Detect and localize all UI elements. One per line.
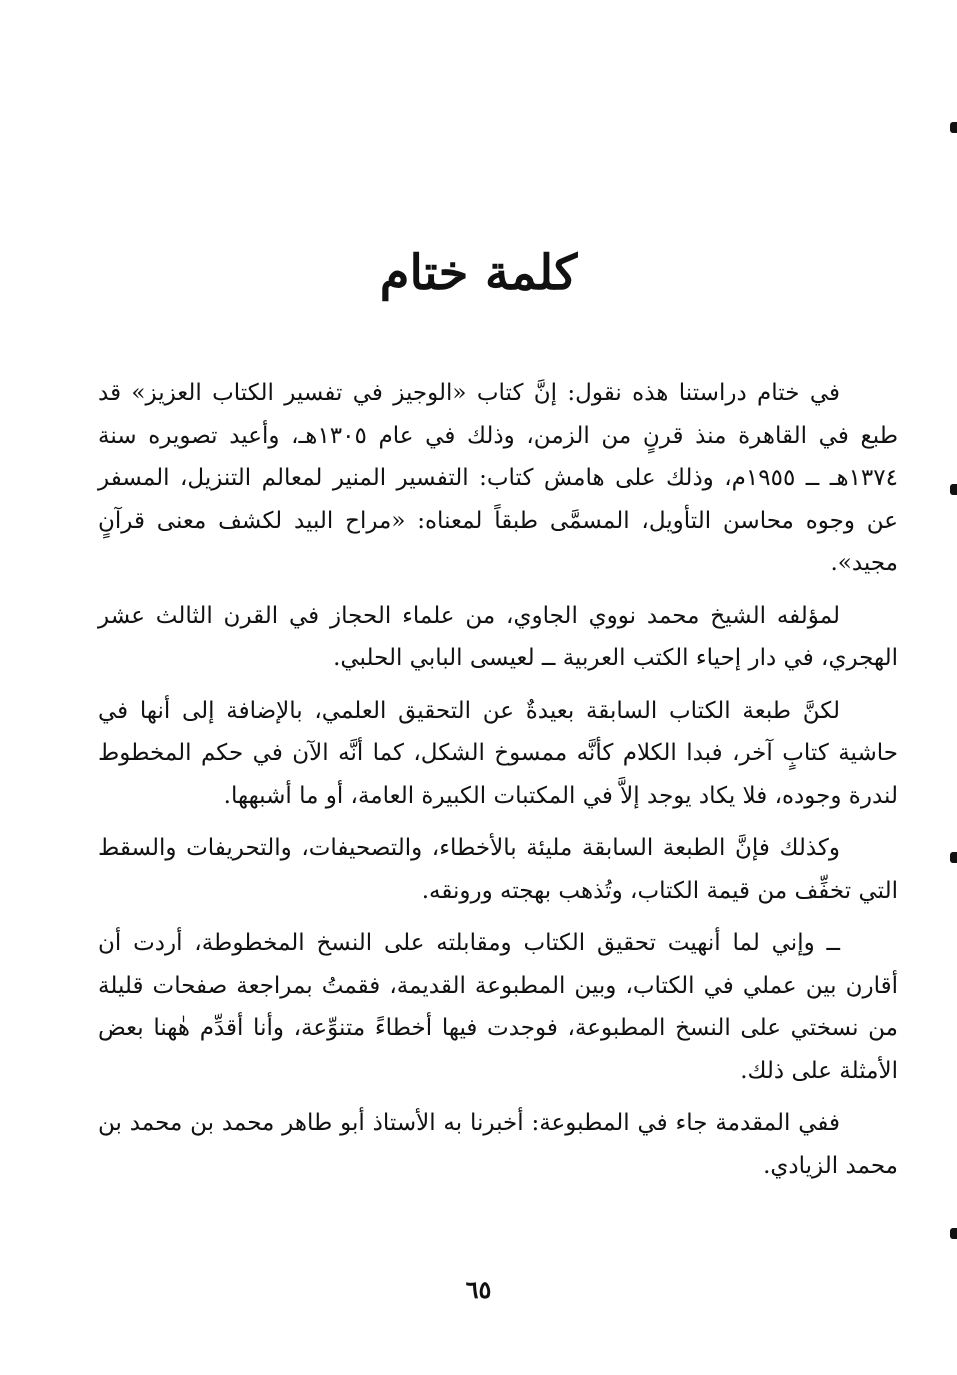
page-edge-mark	[950, 122, 957, 133]
page-edge-mark	[950, 1228, 957, 1239]
paragraph: لمؤلفه الشيخ محمد نووي الجاوي، من علماء الحجاز في القرن الثالث عشر الهجري، في دار إحياء الكتب العربية ــ لعيسى البابي الحلبي.	[98, 602, 898, 671]
page-title: كلمة ختام	[379, 245, 578, 301]
paragraph: ــ وإني لما أنهيت تحقيق الكتاب ومقابلته على النسخ المخطوطة، أردت أن أقارن بين عملي في الكتاب، وبين المطبوعة القديمة، فقمتُ بمراجعة صفحات قليلة من نسختي على النسخ المطبوعة، فوجدت فيها أخطاءً متنوِّعة، وأنا أقدِّم هٰهنا بعض الأمثلة على ذلك.	[98, 930, 898, 1084]
page-edge-mark	[950, 484, 957, 495]
paragraph: ففي المقدمة جاء في المطبوعة: أخبرنا به الأستاذ أبو طاهر محمد بن محمد بن محمد الزيادي.	[98, 1110, 898, 1179]
paragraph: وكذلك فإنَّ الطبعة السابقة مليئة بالأخطاء، والتصحيفات، والتحريفات والسقط التي تخفِّف من قيمة الكتاب، وتُذهب بهجته ورونقه.	[98, 835, 898, 904]
paragraph: في ختام دراستنا هذه نقول: إنَّ كتاب «الوجيز في تفسير الكتاب العزيز» قد طبع في القاهرة منذ قرنٍ من الزمن، وذلك في عام ١٣٠٥هـ، وأعيد تصويره سنة ١٣٧٤هـ ــ ١٩٥٥م، وذلك على هامش كتاب: التفسير المنير لمعالم التنزيل، المسفر عن وجوه محاسن التأويل، المسمَّى طبقاً لمعناه: «مراح البيد لكشف معنى قرآنٍ مجيد».	[98, 380, 898, 576]
body-text	[98, 372, 898, 1197]
page-edge-mark	[950, 852, 957, 863]
page-number: ٦٥	[465, 1275, 492, 1304]
paragraph: لكنَّ طبعة الكتاب السابقة بعيدةٌ عن التحقيق العلمي، بالإضافة إلى أنها في حاشية كتابٍ آخر، فبدا الكلام كأنَّه ممسوخ الشكل، كما أنَّه الآن في حكم المخطوط لندرة وجوده، فلا يكاد يوجد إلاَّ في المكتبات الكبيرة العامة، أو ما أشبهها.	[98, 697, 898, 809]
